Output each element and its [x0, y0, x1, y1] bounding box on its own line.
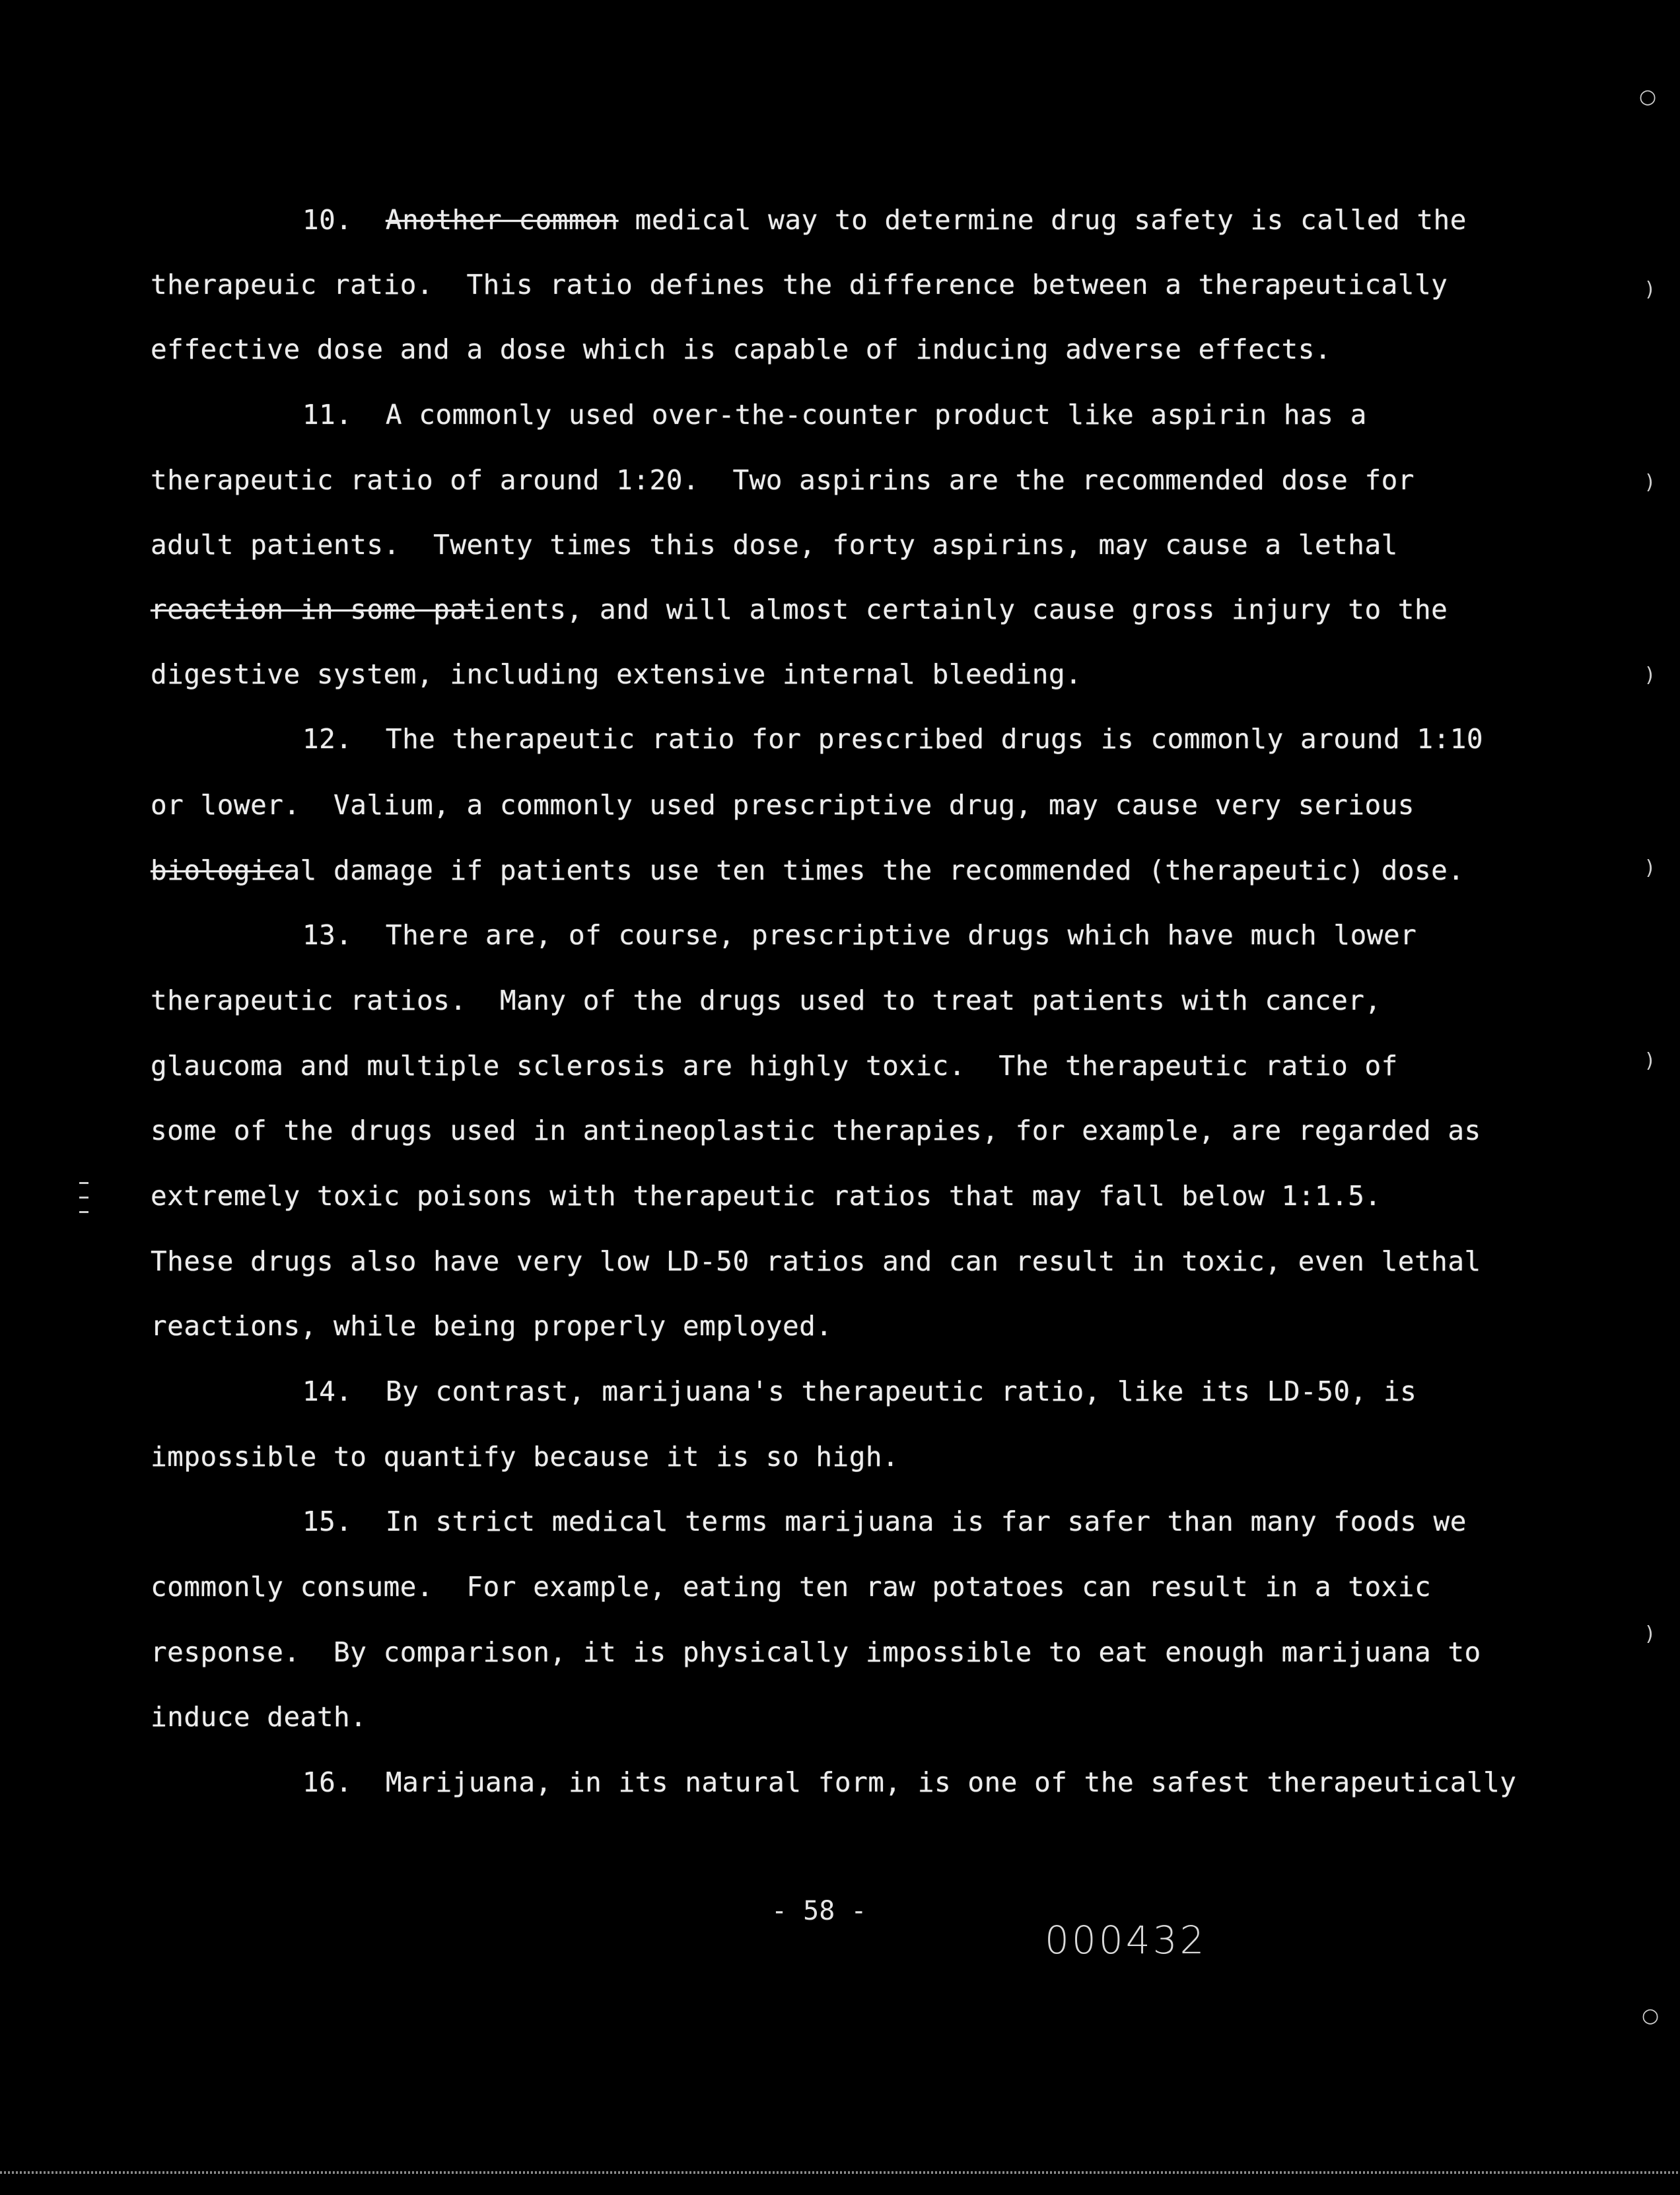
line-rest: ients, and will almost certainly cause gross injury to the [483, 594, 1448, 625]
text-line [151, 593, 1448, 626]
text-line: glaucoma and multiple sclerosis are highly toxic. The therapeutic ratio of [151, 1050, 1398, 1082]
text-line: therapeuic ratio. This ratio defines the difference between a therapeutically [151, 269, 1448, 300]
text-line: some of the drugs used in antineoplastic therapies, for example, are regarded as [151, 1115, 1481, 1146]
text-line: impossible to quantify because it is so high. [151, 1441, 899, 1473]
line-rest: al damage if patients use ten times the recommended (therapeutic) dose. [283, 854, 1465, 886]
text-line: commonly consume. For example, eating ten raw potatoes can result in a toxic [151, 1571, 1432, 1603]
binding-mark-icon: ) [1646, 856, 1654, 880]
scan-edge-rule [0, 2171, 1680, 2174]
binding-mark-icon: ) [1646, 278, 1654, 301]
text-line: 16. Marijuana, in its natural form, is one of the safest therapeutically [302, 1766, 1517, 1798]
line-prefix: 10. [302, 204, 386, 236]
text-line: therapeutic ratios. Many of the drugs used to treat patients with cancer, [151, 985, 1382, 1016]
text-line: response. By comparison, it is physically impossible to eat enough marijuana to [151, 1636, 1481, 1668]
page-number: - 58 - [771, 1896, 867, 1926]
text-line [151, 854, 1465, 887]
binding-mark-icon: ) [1646, 471, 1654, 494]
text-line [302, 203, 1467, 236]
text-line: 14. By contrast, marijuana's therapeutic ratio, like its LD-50, is [302, 1376, 1417, 1407]
text-line: reactions, while being properly employed. [151, 1310, 833, 1342]
text-line: digestive system, including extensive internal bleeding. [151, 658, 1082, 690]
binding-mark-icon: ) [1646, 1622, 1654, 1646]
scan-mark [79, 1211, 88, 1213]
binding-mark-icon: ○ [1642, 2004, 1660, 2027]
struck-text: reaction in some pat [151, 594, 483, 625]
scan-mark [79, 1182, 88, 1184]
text-line: 11. A commonly used over-the-counter product like aspirin has a [302, 399, 1367, 431]
struck-text: Another common [385, 204, 619, 236]
text-line: therapeutic ratio of around 1:20. Two aspirins are the recommended dose for [151, 464, 1415, 496]
text-line: induce death. [151, 1701, 367, 1733]
text-line: extremely toxic poisons with therapeutic ratios that may fall below 1:1.5. [151, 1180, 1382, 1212]
text-line: 12. The therapeutic ratio for prescribed drugs is commonly around 1:10 [302, 723, 1484, 755]
text-line: These drugs also have very low LD-50 ratios and can result in toxic, even lethal [151, 1245, 1481, 1277]
text-line: 13. There are, of course, prescriptive drugs which have much lower [302, 919, 1417, 951]
text-line: effective dose and a dose which is capable of inducing adverse effects. [151, 333, 1332, 365]
text-line: 15. In strict medical terms marijuana is far safer than many foods we [302, 1506, 1467, 1537]
bates-stamp: 000432 [1045, 1918, 1207, 1963]
binding-mark-icon: ) [1646, 664, 1654, 687]
struck-text: biologic [151, 854, 284, 886]
binding-mark-icon: ○ [1639, 85, 1657, 108]
text-line: or lower. Valium, a commonly used prescriptive drug, may cause very serious [151, 789, 1415, 821]
scan-mark [79, 1197, 88, 1199]
text-line: adult patients. Twenty times this dose, forty aspirins, may cause a lethal [151, 529, 1398, 561]
line-rest: medical way to determine drug safety is called the [618, 204, 1467, 236]
binding-mark-icon: ) [1646, 1049, 1654, 1072]
